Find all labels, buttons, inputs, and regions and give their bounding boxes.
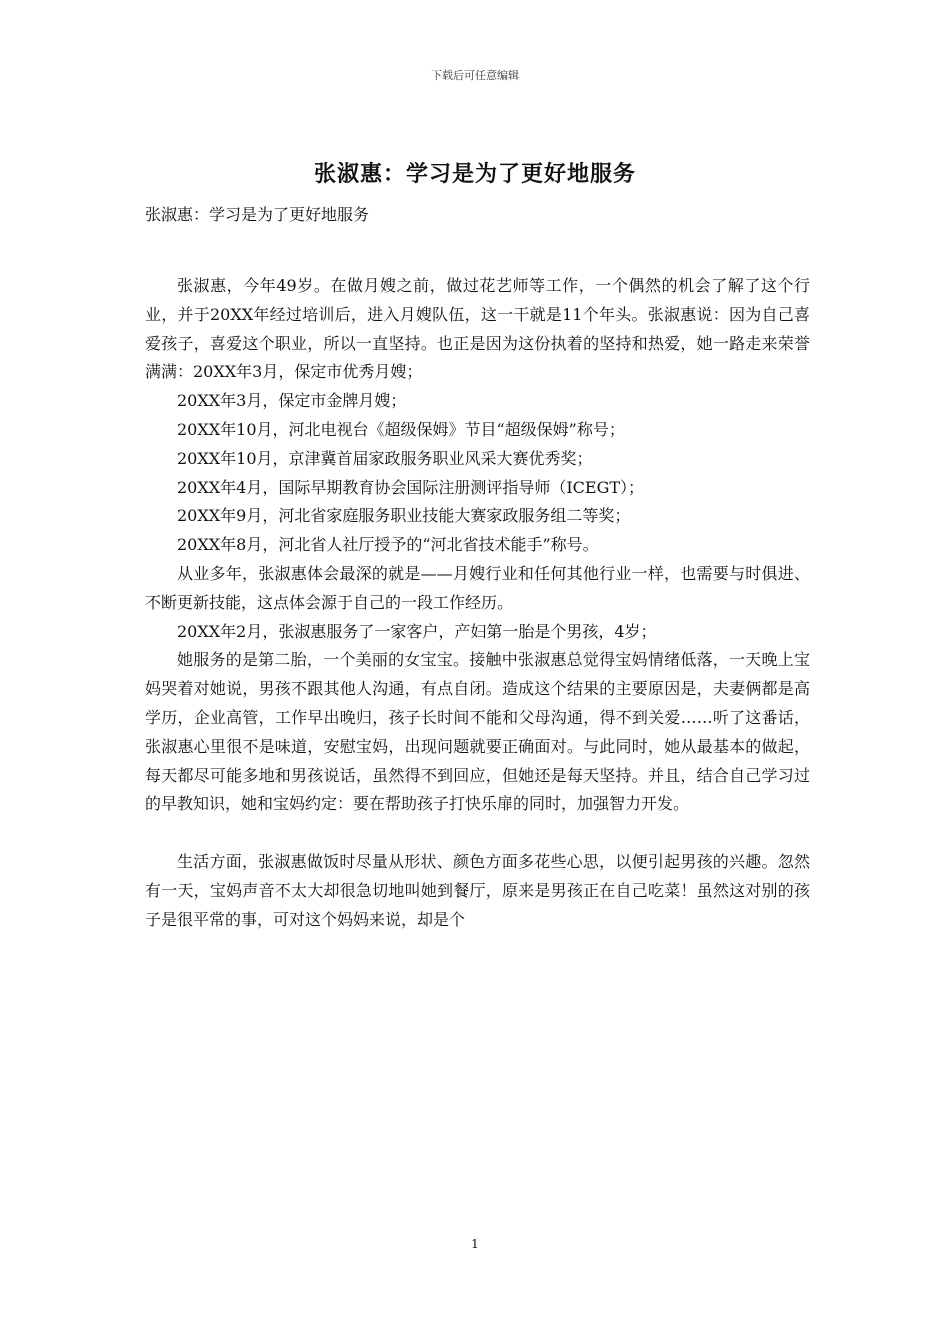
- paragraph-life: 生活方面，张淑惠做饭时尽量从形状、颜色方面多花些心思，以便引起男孩的兴趣。忽然有一天，宝妈声音不太大却很急切地叫她到餐厅，原来是男孩正在自己吃菜！虽然这对别的孩子是很平常的事，可对这个妈妈来说，却是个: [145, 851, 810, 929]
- paragraph-intro: 张淑惠，今年49岁。在做月嫂之前，做过花艺师等工作，一个偶然的机会了解了这个行业，并于20XX年经过培训后，进入月嫂队伍，这一干就是11个年头。张淑惠说：因为自己喜爱孩子，喜爱这个职业，所以一直坚持。也正是因为这份执着的坚持和热爱，她一路走来荣誉满满：20XX年3月，保定市优秀月嫂；: [145, 276, 810, 382]
- document-subtitle: 张淑惠：学习是为了更好地服务: [145, 205, 370, 224]
- honor-item: 20XX年10月，河北电视台《超级保姆》节目“超级保姆”称号；: [177, 419, 625, 439]
- honor-item: 20XX年8月，河北省人社厅授予的“河北省技术能手”称号。: [177, 535, 599, 555]
- paragraph-experience: 从业多年，张淑惠体会最深的就是——月嫂行业和任何其他行业一样，也需要与时俱进、不断更新技能，这点体会源于自己的一段工作经历。: [145, 563, 810, 612]
- paragraph-story: 她服务的是第二胎，一个美丽的女宝宝。接触中张淑惠总觉得宝妈情绪低落，一天晚上宝妈哭着对她说，男孩不跟其他人沟通，有点自闭。造成这个结果的主要原因是，夫妻俩都是高学历，企业高管，工作早出晚归，孩子长时间不能和父母沟通，得不到关爱……听了这番话，张淑惠心里很不是味道，安慰宝妈，出现问题就要正确面对。与此同时，她从最基本的做起，每天都尽可能多地和男孩说话，虽然得不到回应，但她还是每天坚持。并且，结合自己学习过的早教知识，她和宝妈约定：要在帮助孩子打快乐扉的同时，加强智力开发。: [145, 650, 810, 814]
- honor-item: 20XX年9月，河北省家庭服务职业技能大赛家政服务组二等奖；: [177, 506, 631, 526]
- honor-item: 20XX年3月，保定市金牌月嫂；: [177, 391, 407, 411]
- page-number: 1: [471, 1237, 479, 1251]
- honor-item: 20XX年10月，京津冀首届家政服务职业风采大赛优秀奖；: [177, 448, 593, 468]
- document-title: 张淑惠：学习是为了更好地服务: [313, 161, 636, 187]
- document-body: [145, 272, 810, 934]
- honor-item: 20XX年4月，国际早期教育协会国际注册测评指导师（ICEGT）；: [177, 477, 645, 497]
- page-header-note: 下载后可任意编辑: [431, 69, 519, 82]
- paragraph-client: 20XX年2月，张淑惠服务了一家客户，产妇第一胎是个男孩，4岁；: [177, 621, 657, 641]
